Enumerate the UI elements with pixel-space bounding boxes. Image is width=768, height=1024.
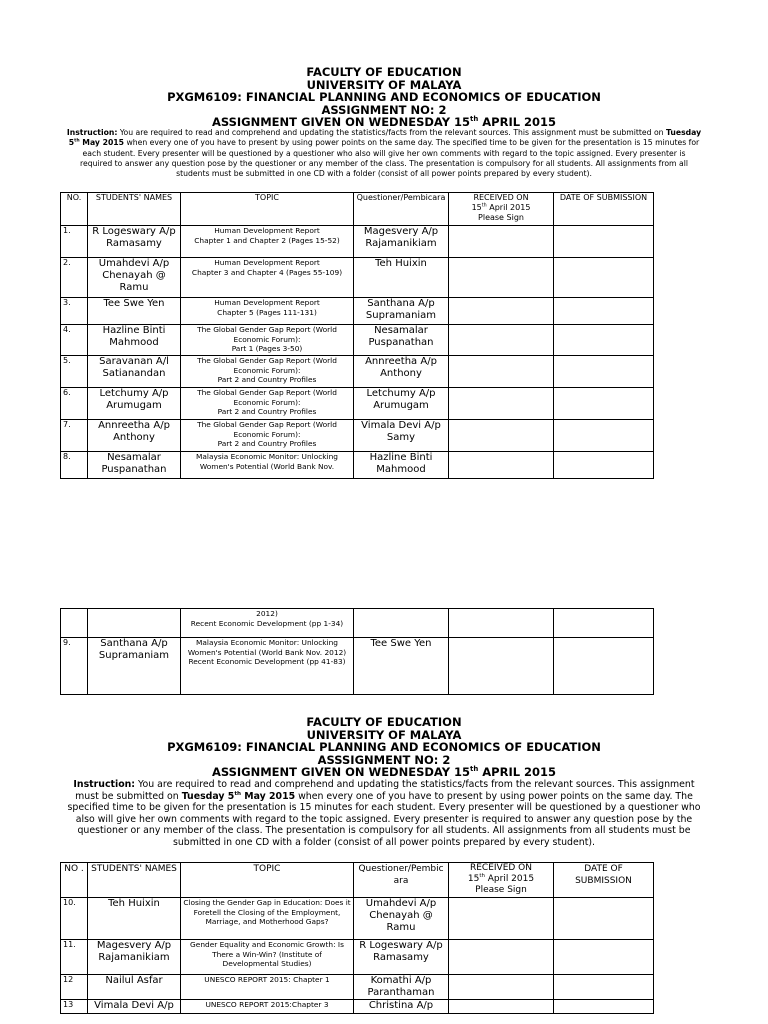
topic-cell: Human Development Report Chapter 3 and Chapter 4 (Pages 55-109) xyxy=(181,258,354,298)
row-no: 4. xyxy=(61,325,88,356)
row-no: 7. xyxy=(61,420,88,452)
row-no: 3. xyxy=(61,298,88,325)
questioner-name: Magesvery A/p Rajamanikiam xyxy=(354,226,449,258)
table-header-row xyxy=(61,863,654,898)
submission-date-cell xyxy=(554,609,654,638)
student-name: Hazline Binti Mahmood xyxy=(88,325,181,356)
page1-header xyxy=(0,66,768,129)
col-topic: TOPIC xyxy=(181,193,354,226)
questioner-name: Teh Huixin xyxy=(354,258,449,298)
submission-date-cell xyxy=(554,638,654,695)
submission-date-cell xyxy=(554,356,654,388)
student-name: Umahdevi A/p Chenayah @ Ramu xyxy=(88,258,181,298)
table-row xyxy=(61,420,654,452)
student-name: Nailul Asfar xyxy=(88,975,181,1000)
table-row xyxy=(61,356,654,388)
student-name: Teh Huixin xyxy=(88,898,181,940)
topic-cell: Closing the Gender Gap in Education: Does it Foretell the Closing of the Employment, Marriage, and Motherhood Gaps? xyxy=(181,898,354,940)
course-title: PXGM6109: FINANCIAL PLANNING AND ECONOMICS OF EDUCATION xyxy=(167,90,601,104)
row-no: 5. xyxy=(61,356,88,388)
table-row xyxy=(61,1000,654,1014)
topic-cell: The Global Gender Gap Report (World Economic Forum): Part 2 and Country Profiles xyxy=(181,420,354,452)
col-questioner: Questioner/Pembicara xyxy=(354,193,449,226)
table-row-continued xyxy=(61,609,654,638)
row-no: 1. xyxy=(61,226,88,258)
row-no: 10. xyxy=(61,898,88,940)
submission-date-cell xyxy=(554,1000,654,1014)
row-no: 11. xyxy=(61,940,88,975)
received-sign-cell xyxy=(449,226,554,258)
table-row xyxy=(61,325,654,356)
topic-cell: Malaysia Economic Monitor: Unlocking Women's Potential (World Bank Nov. xyxy=(181,452,354,479)
received-sign-cell xyxy=(449,609,554,638)
submission-date-cell xyxy=(554,388,654,420)
topic-cell: The Global Gender Gap Report (World Economic Forum): Part 2 and Country Profiles xyxy=(181,356,354,388)
questioner-name: Vimala Devi A/p Samy xyxy=(354,420,449,452)
topic-cell: Human Development Report Chapter 1 and Chapter 2 (Pages 15-52) xyxy=(181,226,354,258)
page1-assignment-table xyxy=(60,192,654,479)
submission-date-cell xyxy=(554,258,654,298)
table-row xyxy=(61,452,654,479)
topic-cell: UNESCO REPORT 2015:Chapter 3 xyxy=(181,1000,354,1014)
row-no xyxy=(61,609,88,638)
questioner-name: Tee Swe Yen xyxy=(354,638,449,695)
submission-date-cell xyxy=(554,898,654,940)
col-names: STUDENTS' NAMES xyxy=(88,193,181,226)
col-topic: TOPIC xyxy=(181,863,354,898)
page1-instruction: Instruction: You are required to read and comprehend and updating the statistics/facts from the relevant sources. This assignment must be submitted on Tuesday 5th May 2015 when every one of you have to present by using power points on the same day. The specified time to be given for the presentation is 15 minutes for each student. Every presenter will be questioned by a questioner who also will give her own comments with regard to the topic assigned. Every presenter is required to answer any question pose by the questioner or any member of the class. The presentation is compulsory for all students. All assignments from all students must be submitted in one CD with a folder (consist of all power points prepared by every student). xyxy=(66,128,702,179)
row-no: 13 xyxy=(61,1000,88,1014)
questioner-name: Komathi A/p Paranthaman xyxy=(354,975,449,1000)
topic-cell: UNESCO REPORT 2015: Chapter 1 xyxy=(181,975,354,1000)
topic-cell: Malaysia Economic Monitor: Unlocking Women's Potential (World Bank Nov. 2012) Recent Economic Development (pp 41-83) xyxy=(181,638,354,695)
questioner-name: Umahdevi A/p Chenayah @ Ramu xyxy=(354,898,449,940)
university-title: UNIVERSITY OF MALAYA xyxy=(306,727,462,742)
table-row xyxy=(61,388,654,420)
received-sign-cell xyxy=(449,388,554,420)
student-name xyxy=(88,609,181,638)
faculty-title: FACULTY OF EDUCATION xyxy=(306,65,462,79)
col-date: DATE OF SUBMISSION xyxy=(554,193,654,226)
page2-assignment-table xyxy=(60,608,654,695)
received-sign-cell xyxy=(449,420,554,452)
student-name: Letchumy A/p Arumugam xyxy=(88,388,181,420)
col-questioner: Questioner/Pembicara xyxy=(354,863,449,898)
received-sign-cell xyxy=(449,325,554,356)
received-sign-cell xyxy=(449,898,554,940)
col-no: NO . xyxy=(61,863,88,898)
submission-date-cell xyxy=(554,325,654,356)
student-name: Annreetha A/p Anthony xyxy=(88,420,181,452)
row-no: 2. xyxy=(61,258,88,298)
received-sign-cell xyxy=(449,975,554,1000)
page3-header xyxy=(0,716,768,779)
col-received: RECEIVED ON 15th April 2015 Please Sign xyxy=(449,863,554,898)
col-no: NO. xyxy=(61,193,88,226)
questioner-name: Letchumy A/p Arumugam xyxy=(354,388,449,420)
questioner-name: Christina A/p xyxy=(354,1000,449,1014)
col-names: STUDENTS' NAMES xyxy=(88,863,181,898)
questioner-name: Annreetha A/p Anthony xyxy=(354,356,449,388)
col-received: RECEIVED ON 15th April 2015 Please Sign xyxy=(449,193,554,226)
row-no: 9. xyxy=(61,638,88,695)
table-row xyxy=(61,940,654,975)
student-name: R Logeswary A/p Ramasamy xyxy=(88,226,181,258)
submission-date-cell xyxy=(554,452,654,479)
questioner-name: Nesamalar Puspanathan xyxy=(354,325,449,356)
topic-cell: The Global Gender Gap Report (World Economic Forum): Part 2 and Country Profiles xyxy=(181,388,354,420)
student-name: Saravanan A/l Satianandan xyxy=(88,356,181,388)
page3-assignment-table xyxy=(60,862,654,1014)
topic-cell: Human Development Report Chapter 5 (Pages 111-131) xyxy=(181,298,354,325)
table-row xyxy=(61,638,654,695)
page3-instruction: Instruction: You are required to read and comprehend and updating the statistics/facts from the relevant sources. This assignment must be submitted on Tuesday 5th May 2015 when every one of you have to present by using power points on the same day. The specified time to be given for the presentation is 15 minutes for each student. Every presenter will be questioned by a questioner who also will give her own comments with regard to the topic assigned. Every presenter is required to answer any question pose by the questioner or any member of the class. The presentation is compulsory for all students. All assignments from all students must be submitted in one CD with a folder (consist of all power points prepared by every student). xyxy=(67,779,701,848)
questioner-name xyxy=(354,609,449,638)
assignment-title: ASSIGNMENT NO: 2 xyxy=(321,102,447,117)
table-row xyxy=(61,258,654,298)
student-name: Santhana A/p Supramaniam xyxy=(88,638,181,695)
received-sign-cell xyxy=(449,356,554,388)
university-title: UNIVERSITY OF MALAYA xyxy=(306,77,462,92)
table-row xyxy=(61,898,654,940)
received-sign-cell xyxy=(449,258,554,298)
received-sign-cell xyxy=(449,638,554,695)
assignment-title: ASSSIGNMENT NO: 2 xyxy=(317,752,451,767)
submission-date-cell xyxy=(554,420,654,452)
topic-cell: The Global Gender Gap Report (World Economic Forum): Part 1 (Pages 3-50) xyxy=(181,325,354,356)
row-no: 8. xyxy=(61,452,88,479)
table-row xyxy=(61,226,654,258)
received-sign-cell xyxy=(449,1000,554,1014)
table-header-row xyxy=(61,193,654,226)
received-sign-cell xyxy=(449,452,554,479)
student-name: Tee Swe Yen xyxy=(88,298,181,325)
topic-cell: 2012) Recent Economic Development (pp 1-34) xyxy=(181,609,354,638)
col-date: DATE OF SUBMISSION xyxy=(554,863,654,898)
student-name: Vimala Devi A/p xyxy=(88,1000,181,1014)
row-no: 6. xyxy=(61,388,88,420)
assignment-given-date: ASSIGNMENT GIVEN ON WEDNESDAY 15th APRIL 2015 xyxy=(211,115,557,129)
questioner-name: R Logeswary A/p Ramasamy xyxy=(354,940,449,975)
faculty-title: FACULTY OF EDUCATION xyxy=(306,715,462,729)
student-name: Magesvery A/p Rajamanikiam xyxy=(88,940,181,975)
questioner-name: Santhana A/p Supramaniam xyxy=(354,298,449,325)
submission-date-cell xyxy=(554,940,654,975)
table-row xyxy=(61,975,654,1000)
submission-date-cell xyxy=(554,298,654,325)
received-sign-cell xyxy=(449,940,554,975)
questioner-name: Hazline Binti Mahmood xyxy=(354,452,449,479)
row-no: 12 xyxy=(61,975,88,1000)
topic-cell: Gender Equality and Economic Growth: Is There a Win-Win? (Institute of Developmental Studies) xyxy=(181,940,354,975)
assignment-given-date: ASSIGNMENT GIVEN ON WEDNESDAY 15th APRIL 2015 xyxy=(211,765,557,779)
submission-date-cell xyxy=(554,226,654,258)
course-title: PXGM6109: FINANCIAL PLANNING AND ECONOMICS OF EDUCATION xyxy=(167,740,601,754)
received-sign-cell xyxy=(449,298,554,325)
submission-date-cell xyxy=(554,975,654,1000)
table-row xyxy=(61,298,654,325)
student-name: Nesamalar Puspanathan xyxy=(88,452,181,479)
